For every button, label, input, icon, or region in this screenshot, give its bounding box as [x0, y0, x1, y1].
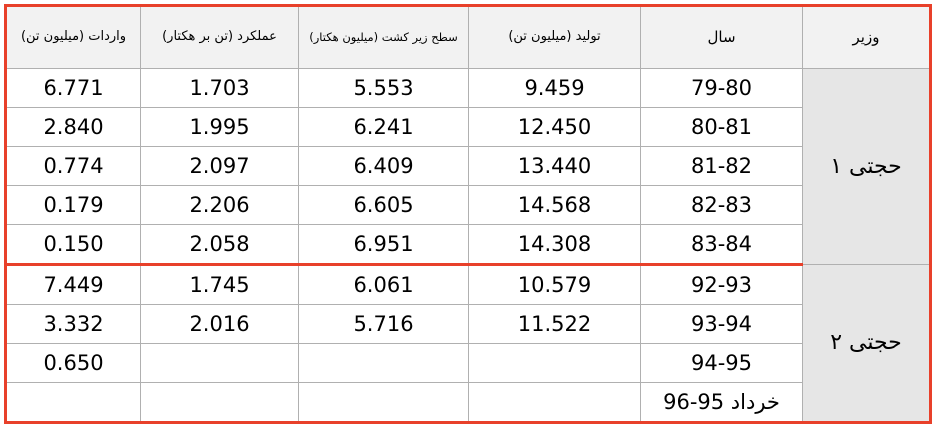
production-cell: 14.568 [469, 186, 641, 225]
imports-cell: 0.774 [6, 147, 141, 186]
table-row [6, 147, 931, 186]
production-cell [469, 343, 641, 382]
yield-cell: 2.058 [141, 224, 299, 264]
imports-cell [6, 382, 141, 422]
year-cell: 83-84 [641, 224, 803, 264]
area-cell: 6.605 [299, 186, 469, 225]
area-cell [299, 343, 469, 382]
imports-cell: 0.150 [6, 224, 141, 264]
year-cell: 81-82 [641, 147, 803, 186]
minister-cell-2: حجتی ۲ [803, 264, 931, 422]
imports-cell: 0.179 [6, 186, 141, 225]
table-row [6, 186, 931, 225]
yield-cell [141, 382, 299, 422]
production-cell: 14.308 [469, 224, 641, 264]
imports-cell: 3.332 [6, 304, 141, 343]
year-cell: 79-80 [641, 69, 803, 108]
header-yield: عملکرد (تن بر هکتار) [141, 6, 299, 69]
area-cell: 6.951 [299, 224, 469, 264]
header-imports: واردات (میلیون تن) [6, 6, 141, 69]
year-cell: 93-94 [641, 304, 803, 343]
area-cell: 6.409 [299, 147, 469, 186]
production-cell [469, 382, 641, 422]
production-cell: 10.579 [469, 264, 641, 304]
area-cell: 5.553 [299, 69, 469, 108]
year-cell: 82-83 [641, 186, 803, 225]
table-row [6, 343, 931, 382]
table-row [6, 264, 931, 304]
header-minister: وزیر [803, 6, 931, 69]
imports-cell: 2.840 [6, 108, 141, 147]
area-cell [299, 382, 469, 422]
imports-cell: 6.771 [6, 69, 141, 108]
table-row [6, 304, 931, 343]
table-row [6, 382, 931, 422]
table-row [6, 224, 931, 264]
header-production: تولید (میلیون تن) [469, 6, 641, 69]
yield-cell: 2.206 [141, 186, 299, 225]
yield-cell: 2.016 [141, 304, 299, 343]
table-row [6, 69, 931, 108]
area-cell: 5.716 [299, 304, 469, 343]
crop-statistics-table [4, 4, 932, 424]
header-area: سطح زیر کشت (میلیون هکتار) [299, 6, 469, 69]
yield-cell: 1.745 [141, 264, 299, 304]
year-cell: 92-93 [641, 264, 803, 304]
year-cell: 94-95 [641, 343, 803, 382]
production-cell: 13.440 [469, 147, 641, 186]
header-year: سال [641, 6, 803, 69]
table-row [6, 108, 931, 147]
area-cell: 6.241 [299, 108, 469, 147]
imports-cell: 0.650 [6, 343, 141, 382]
minister-cell-1: حجتی ۱ [803, 69, 931, 265]
imports-cell: 7.449 [6, 264, 141, 304]
yield-cell: 1.995 [141, 108, 299, 147]
table-header-row [6, 6, 931, 69]
area-cell: 6.061 [299, 264, 469, 304]
year-cell: 80-81 [641, 108, 803, 147]
yield-cell: 1.703 [141, 69, 299, 108]
yield-cell: 2.097 [141, 147, 299, 186]
year-cell: خرداد 95-96 [641, 382, 803, 422]
yield-cell [141, 343, 299, 382]
production-cell: 9.459 [469, 69, 641, 108]
production-cell: 12.450 [469, 108, 641, 147]
production-cell: 11.522 [469, 304, 641, 343]
